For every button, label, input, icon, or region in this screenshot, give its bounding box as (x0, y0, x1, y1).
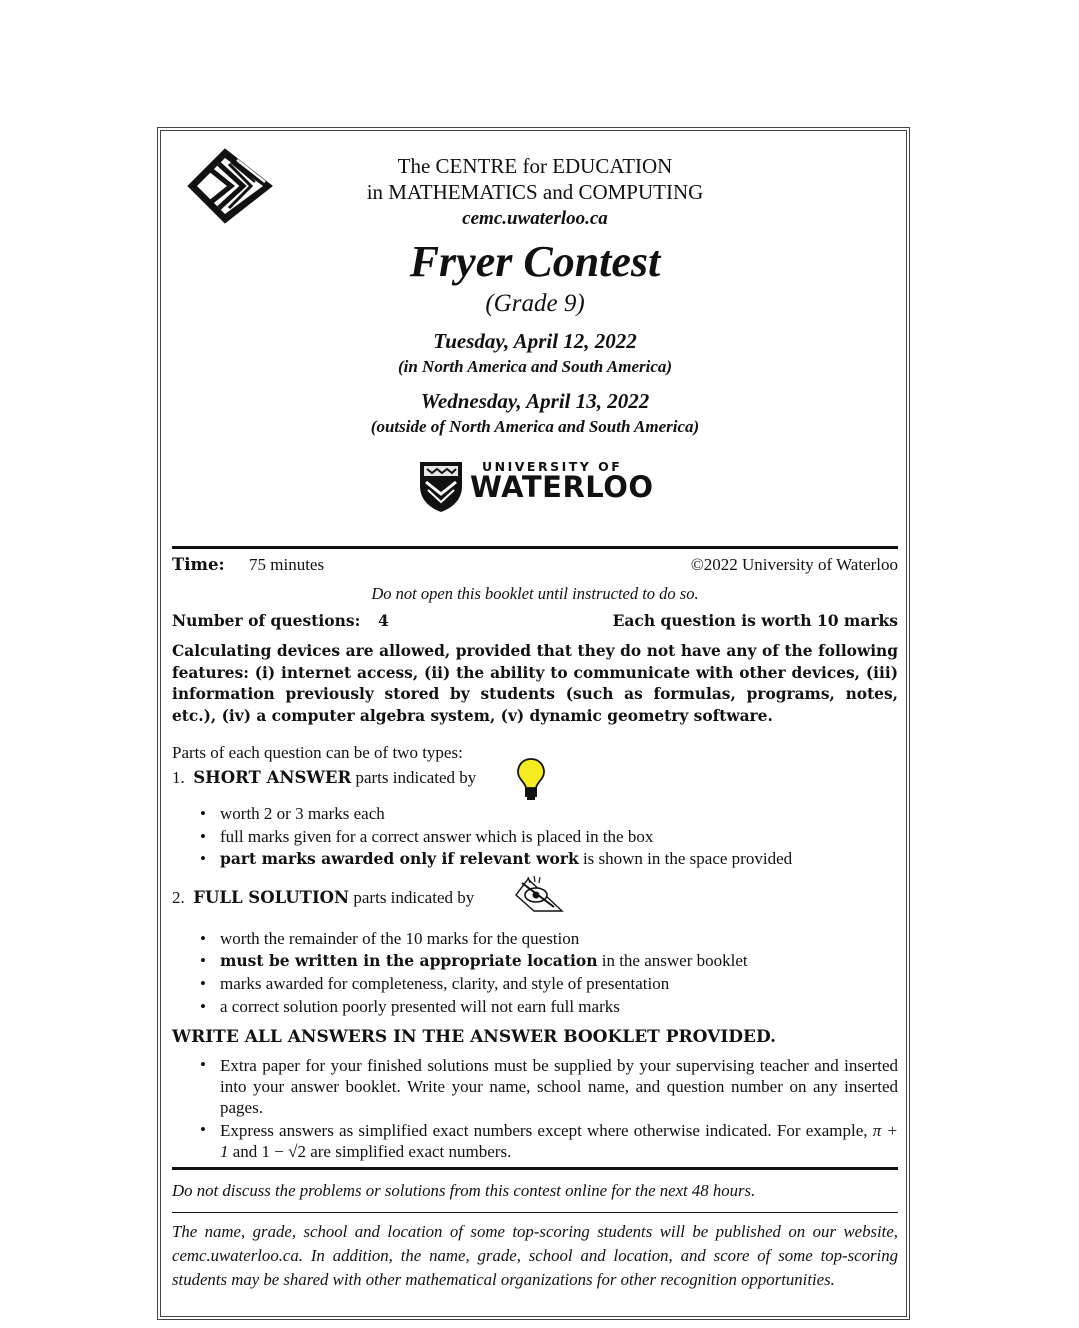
region-north-south-america: (in North America and South America) (397, 357, 673, 376)
full-bullet-2: • must be written in the appropriate location in the answer booklet (200, 951, 748, 970)
time-label: Time: (172, 555, 225, 574)
rule-top (172, 546, 898, 549)
full-solution-num: 2. (172, 888, 185, 907)
extra-bullet-dot-2: • (200, 1120, 206, 1139)
full-solution-suffix: parts indicated by (353, 888, 475, 907)
full-bullet-3: • marks awarded for completeness, clarity, and style of presentation (200, 974, 670, 993)
rule-middle (172, 1167, 898, 1170)
full-solution-title: FULL SOLUTION (193, 888, 350, 907)
short-answer-suffix: parts indicated by (355, 768, 477, 787)
uw-crest-icon (418, 460, 464, 514)
rule-bottom (172, 1212, 898, 1213)
full-bullet-1: • worth the remainder of the 10 marks for the question (200, 929, 580, 948)
write-all-answers: WRITE ALL ANSWERS IN THE ANSWER BOOKLET PROVIDED. (172, 1027, 777, 1047)
discussion-notice: Do not discuss the problems or solutions from this contest online for the next 48 hours. (172, 1181, 756, 1200)
num-questions-label: Number of questions: (172, 611, 361, 630)
extra-paper-bullet: Extra paper for your finished solutions must be supplied by your supervising teacher and inserted into your answer booklet. Write your name, school name, and question number on any inserted pages. (220, 1056, 898, 1117)
full-solution-heading (172, 888, 474, 908)
university-of-label: UNIVERSITY OF (482, 459, 623, 474)
org-line-1: The CENTRE for EDUCATION (397, 154, 673, 178)
org-line-2: in MATHEMATICS and COMPUTING (366, 180, 704, 204)
calculator-rules: Calculating devices are allowed, provided that they do not have any of the following features: (i) internet access, (ii) the ability to communicate with other devices, (iii) information previously stored by students (such as formulas, programs, notes, etc.), (iv) a computer algebra system, (v) dynamic geometry software. (172, 642, 898, 725)
contest-title: Fryer Contest (409, 237, 661, 286)
math-one-minus-root-two: 1 − √2 (261, 1142, 306, 1161)
short-bullet-3: • part marks awarded only if relevant work is shown in the space provided (200, 849, 793, 868)
pencil-eye-icon (514, 873, 564, 915)
short-answer-title: SHORT ANSWER (193, 768, 352, 787)
lightbulb-icon (516, 757, 546, 801)
exact-numbers-bullet: Express answers as simplified exact numbers except where otherwise indicated. For example, π + 1 and 1 − √2 are simplified exact numbers. (220, 1121, 898, 1161)
math-pi-plus-one: π + 1 (220, 1121, 898, 1161)
publication-notice: The name, grade, school and location of some top-scoring students will be published on our website, cemc.uwaterloo.ca. In addition, the name, grade, school and location, and score of some top-scoring students may be shared with other mathematical organizations for other recognition opportunities. (172, 1222, 898, 1289)
do-not-open-notice: Do not open this booklet until instructed to do so. (371, 584, 699, 603)
date-north-south-america: Tuesday, April 12, 2022 (433, 329, 637, 353)
extra-bullet-dot-1: • (200, 1055, 206, 1074)
short-bullet-1: • worth 2 or 3 marks each (200, 804, 385, 823)
region-outside: (outside of North America and South America) (370, 417, 700, 436)
marks-per-question: Each question is worth 10 marks (612, 611, 898, 630)
copyright: ©2022 University of Waterloo (690, 555, 898, 574)
time-value: 75 minutes (249, 555, 325, 574)
short-answer-heading (172, 768, 476, 788)
short-answer-num: 1. (172, 768, 185, 787)
parts-intro: Parts of each question can be of two types: (172, 743, 463, 762)
num-questions-value: 4 (378, 611, 389, 630)
waterloo-label: WATERLOO (470, 470, 654, 504)
short-bullet-2: • full marks given for a correct answer which is placed in the box (200, 827, 654, 846)
grade-label: (Grade 9) (485, 290, 585, 317)
full-bullet-4: • a correct solution poorly presented will not earn full marks (200, 997, 620, 1016)
cemc-url: cemc.uwaterloo.ca (462, 208, 608, 229)
date-outside: Wednesday, April 13, 2022 (420, 389, 650, 413)
